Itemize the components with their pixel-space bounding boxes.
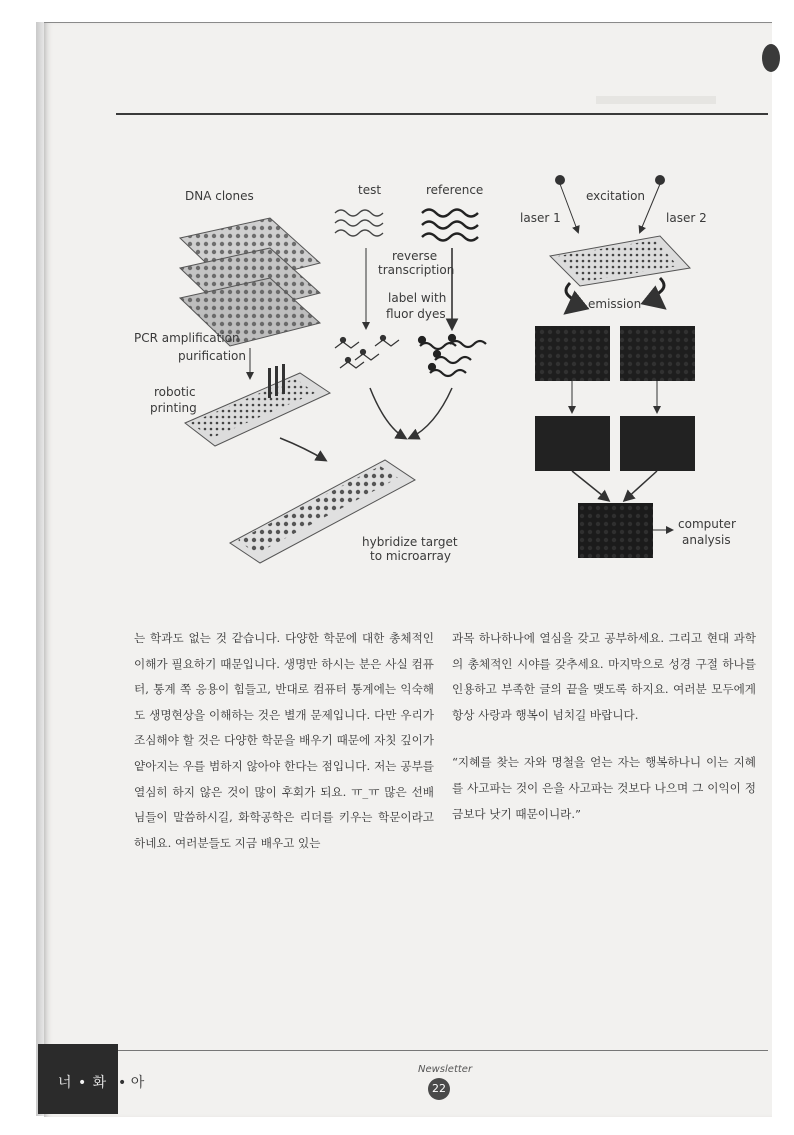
label-label-with: label with: [388, 291, 447, 305]
label-purification: purification: [178, 349, 246, 363]
microarray-figure: [130, 168, 760, 588]
magazine-title: 너 • 화: [58, 1075, 108, 1091]
section-tab-marker: [762, 44, 780, 72]
label-laser-1: laser 1: [520, 211, 561, 225]
robotic-printing-slide: [185, 364, 330, 446]
scan-images: [535, 326, 695, 558]
label-hybridize: hybridize target: [362, 535, 458, 549]
label-dna-clones: DNA clones: [185, 189, 254, 203]
magazine-title-rest: • 아: [118, 1075, 145, 1091]
labeled-cdna-reference: [419, 335, 486, 376]
label-computer: computer: [678, 517, 736, 531]
labeled-cdna-test: [335, 336, 399, 369]
page-number: 22: [428, 1078, 450, 1100]
reference-sample-waves: [422, 210, 478, 241]
label-reverse: reverse: [392, 249, 438, 263]
header-faded-text: [596, 96, 716, 104]
body-text-left-column: [134, 626, 434, 856]
newsletter-label: Newsletter: [418, 1064, 473, 1075]
body-text-right-column: [452, 626, 756, 827]
microarray-diagram: [130, 168, 760, 588]
left-paragraph: 는 학과도 없는 것 같습니다. 다양한 학문에 대한 총체적인 이해가 필요하기 때문입니다. 생명만 하시는 분은 사실 컴퓨터, 통계 쪽 응용이 힘들고, 반대로 컴퓨터 통계에는 익숙해도 생명현상을 이해하는 것은 별개 문제입니다. 다만 우리가 조심해야 할 것은 다양한 학문을 배우기 때문에 자칫 깊이가 얕아지는 우를 범하지 않아야 한다는 점입니다. 저는 공부를 열심히 하지 않은 것이 많이 후회가 되요. ㅠ_ㅠ 많은 선배님들이 말씀하시길, 화학공학은 리더를 키우는 학문이라고 하네요. 여러분들도 지금 배우고 있는: [134, 631, 434, 850]
label-test: test: [358, 183, 382, 197]
label-robotic: robotic: [154, 385, 196, 399]
label-pcr: PCR amplification: [134, 331, 240, 345]
label-emission: emission: [588, 297, 642, 311]
label-printing: printing: [150, 401, 197, 415]
label-laser-2: laser 2: [666, 211, 707, 225]
laser-sources: [555, 175, 665, 185]
label-to-microarray: to microarray: [370, 549, 451, 563]
dna-clone-plates: [180, 218, 320, 346]
right-paragraph: 과목 하나하나에 열심을 갖고 공부하세요. 그리고 현대 과학의 총체적인 시야를 갖추세요. 마지막으로 성경 구절 하나를 인용하고 부족한 글의 끝을 맺도록 하지요. 여러분 모두에게 항상 사랑과 행복이 넘치길 바랍니다.: [452, 631, 756, 722]
scanned-slide: [550, 236, 690, 286]
header-rule: [116, 113, 768, 115]
bible-quote: “지혜를 찾는 자와 명철을 얻는 자는 행복하나니 이는 지혜를 사고파는 것이 은을 사고파는 것보다 나으며 그 이익이 정금보다 낫기 때문이니라.”: [452, 755, 756, 821]
label-excitation: excitation: [586, 189, 646, 203]
label-reference: reference: [426, 183, 484, 197]
label-analysis: analysis: [682, 533, 731, 547]
label-transcription: transcription: [378, 263, 455, 277]
footer-rule: [116, 1050, 768, 1051]
label-fluor-dyes: fluor dyes: [386, 307, 446, 321]
test-sample-waves: [335, 210, 383, 236]
footer-title-block: [38, 1044, 118, 1114]
